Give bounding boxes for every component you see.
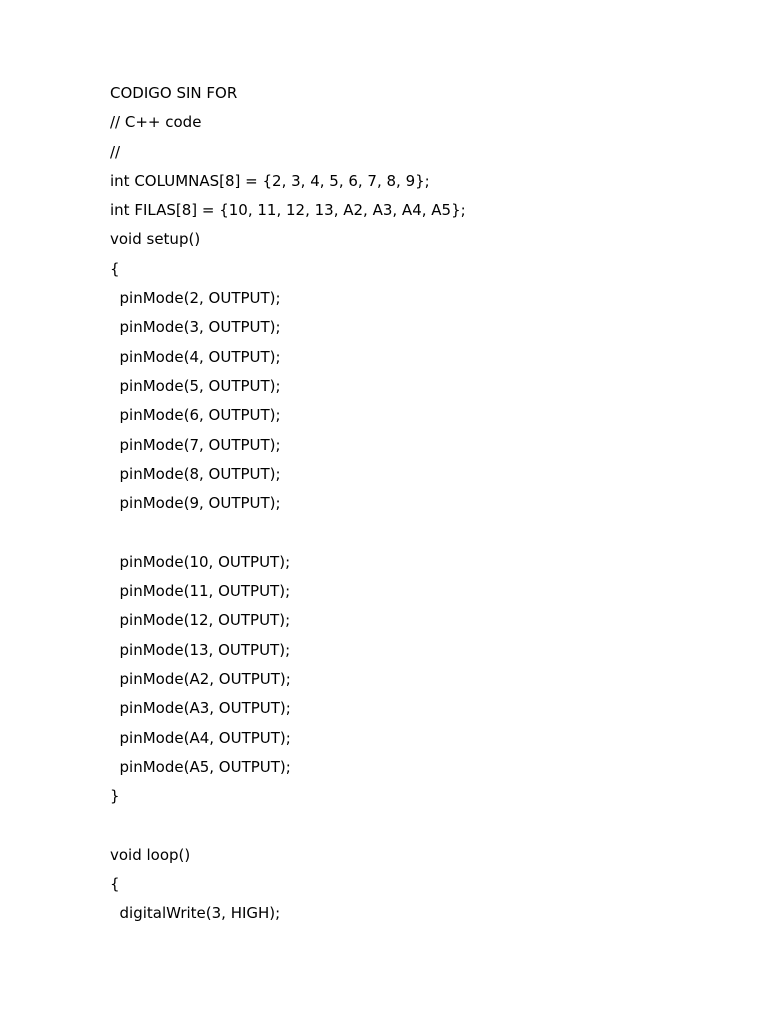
code-line: void loop()	[110, 845, 191, 864]
blank-line	[110, 518, 710, 547]
code-line: pinMode(A2, OUTPUT);	[110, 669, 291, 688]
code-line: pinMode(A5, OUTPUT);	[110, 757, 291, 776]
code-line: pinMode(5, OUTPUT);	[110, 376, 281, 395]
code-line: pinMode(11, OUTPUT);	[110, 582, 291, 601]
code-line: pinMode(6, OUTPUT);	[110, 406, 281, 425]
code-line: pinMode(A4, OUTPUT);	[110, 728, 291, 747]
code-line: pinMode(13, OUTPUT);	[110, 640, 291, 659]
code-line: {	[110, 875, 120, 894]
code-line: digitalWrite(3, HIGH);	[110, 904, 281, 923]
code-line: pinMode(8, OUTPUT);	[110, 464, 281, 483]
code-line: //	[110, 142, 121, 161]
code-line: int FILAS[8] = {10, 11, 12, 13, A2, A3, A4, A5};	[110, 201, 466, 220]
code-line: int COLUMNAS[8] = {2, 3, 4, 5, 6, 7, 8, 9};	[110, 171, 430, 190]
document-title: CODIGO SIN FOR	[110, 84, 238, 102]
document-body	[110, 79, 710, 929]
code-line: pinMode(4, OUTPUT);	[110, 347, 281, 366]
blank-line	[110, 811, 710, 840]
code-line: pinMode(3, OUTPUT);	[110, 318, 281, 337]
code-line: void setup()	[110, 230, 201, 249]
code-line: pinMode(10, OUTPUT);	[110, 552, 291, 571]
code-line: pinMode(9, OUTPUT);	[110, 494, 281, 513]
code-line: // C++ code	[110, 113, 202, 132]
code-line: {	[110, 259, 120, 278]
code-line: pinMode(7, OUTPUT);	[110, 435, 281, 454]
code-line: pinMode(A3, OUTPUT);	[110, 699, 291, 718]
code-line: pinMode(2, OUTPUT);	[110, 289, 281, 308]
code-line: pinMode(12, OUTPUT);	[110, 611, 291, 630]
code-line: }	[110, 787, 120, 806]
